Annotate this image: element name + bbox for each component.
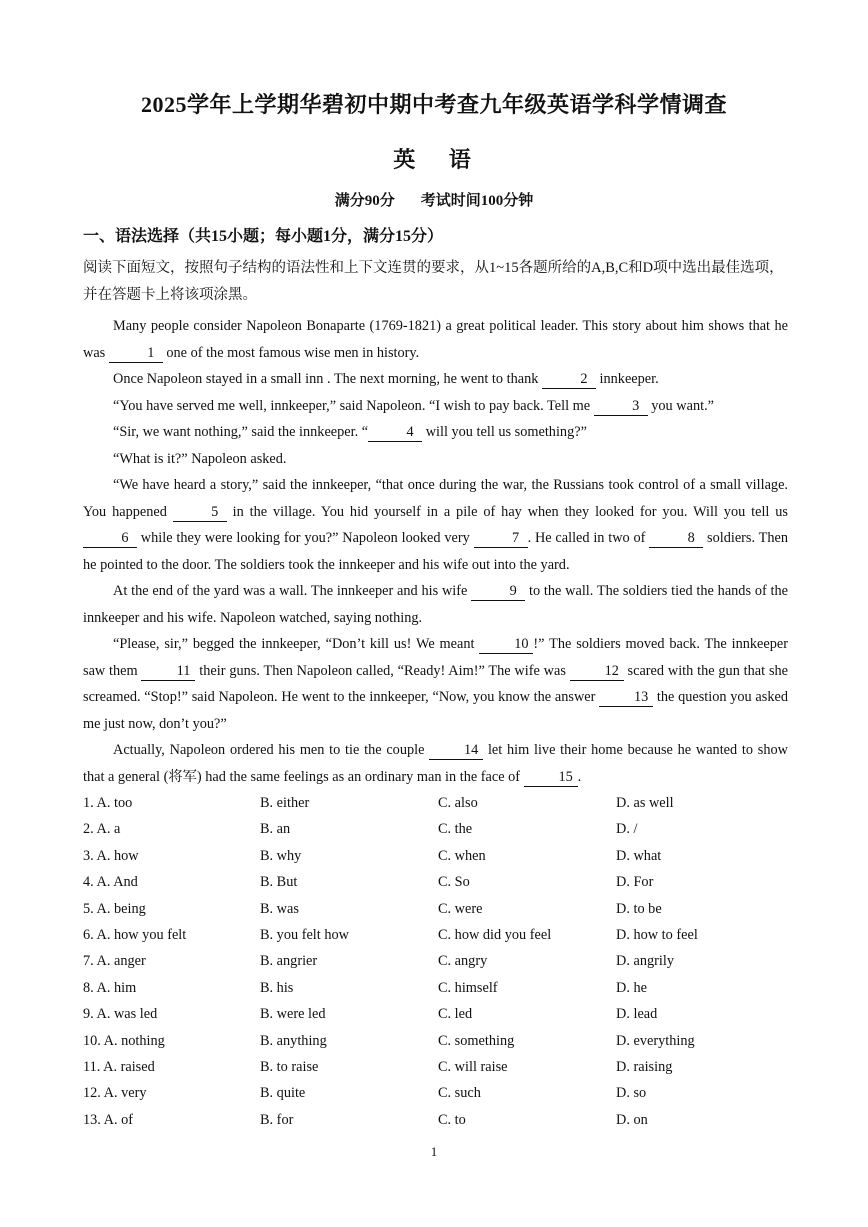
- passage-text: At the end of the yard was a wall. The innkeeper and his wife: [113, 583, 472, 599]
- option-c: C. how did you feel: [438, 926, 552, 943]
- passage-text: . He called in two of: [527, 530, 650, 546]
- option-row: [83, 1082, 788, 1108]
- exam-title: 2025学年上学期华碧初中期中考查九年级英语学科学情调查: [140, 92, 727, 117]
- option-b: B. to raise: [260, 1058, 319, 1075]
- passage-text: “Sir, we want nothing,” said the innkeeper. “: [113, 424, 369, 440]
- option-d: D. raising: [616, 1058, 673, 1075]
- option-c: C. were: [438, 900, 483, 917]
- passage-paragraph: [83, 446, 788, 473]
- option-row: [83, 845, 788, 871]
- passage-text: .: [577, 768, 582, 785]
- option-c: C. angry: [438, 953, 488, 970]
- option-b: B. either: [260, 795, 310, 811]
- option-d: D. how to feel: [616, 926, 698, 943]
- passage-text: “What is it?” Napoleon asked.: [113, 450, 287, 467]
- option-b: B. anything: [260, 1032, 327, 1049]
- passage-text: “You have served me well, innkeeper,” said Napoleon. “I wish to pay back. Tell me: [113, 397, 594, 414]
- passage-text: !” The soldiers moved back. The innkeeper saw them: [83, 636, 788, 679]
- option-d: D. to be: [616, 900, 662, 917]
- reading-passage: [83, 313, 788, 790]
- answer-blank: 1: [109, 345, 163, 363]
- answer-blank: 3: [594, 398, 648, 416]
- passage-text: while they were looking for you?” Napoleon looked very: [137, 530, 474, 546]
- answer-blank: 15: [524, 769, 578, 787]
- passage-paragraph: [83, 313, 788, 366]
- passage-paragraph: [83, 366, 788, 393]
- option-b: B. was: [260, 900, 299, 917]
- option-d: D. what: [616, 847, 662, 864]
- passage-text: Once Napoleon stayed in a small inn . The next morning, he went to thank: [113, 371, 542, 387]
- answer-blank: 6: [83, 530, 137, 548]
- option-c: C. will raise: [438, 1058, 508, 1075]
- passage-paragraph: [83, 737, 788, 790]
- option-a: 1. A. too: [83, 795, 133, 811]
- option-d: D. angrily: [616, 953, 674, 970]
- option-row: [83, 871, 788, 897]
- passage-paragraph: [83, 393, 788, 420]
- passage-text: to the wall. The soldiers tied the hands of the innkeeper and his wife. Napoleon watched, saying nothing.: [83, 583, 788, 626]
- option-d: D. For: [616, 874, 654, 891]
- passage-text: soldiers. Then he pointed to the door. The soldiers took the innkeeper and his wife out into the yard.: [83, 530, 788, 573]
- answer-blank: 11: [141, 663, 195, 681]
- option-a: 8. A. him: [83, 979, 137, 996]
- option-row: [83, 1056, 788, 1082]
- option-a: 13. A. of: [83, 1111, 134, 1128]
- full-score: 满分90分: [334, 193, 395, 209]
- passage-text: “We have heard a story,” said the innkeeper, “that once during the war, the Russians took control of a small village. You happened: [83, 477, 788, 520]
- option-a: 4. A. And: [83, 874, 138, 891]
- option-d: D. so: [616, 1085, 647, 1102]
- answer-blank: 8: [649, 530, 703, 548]
- page-number: 1: [430, 1144, 438, 1159]
- passage-text: Actually, Napoleon ordered his men to tie the couple: [113, 742, 430, 758]
- option-d: D. on: [616, 1111, 648, 1128]
- option-d: D. everything: [616, 1032, 695, 1049]
- passage-text: “Please, sir,” begged the innkeeper, “Don’t kill us! We meant: [113, 636, 480, 652]
- option-c: C. led: [438, 1006, 473, 1023]
- option-a: 11. A. raised: [83, 1058, 155, 1075]
- option-b: B. angrier: [260, 953, 318, 970]
- option-b: B. his: [260, 979, 294, 996]
- passage-text: you want.”: [647, 397, 714, 414]
- option-a: 12. A. very: [83, 1085, 147, 1102]
- option-row: [83, 818, 788, 844]
- option-b: B. But: [260, 874, 298, 891]
- option-a: 3. A. how: [83, 847, 139, 864]
- option-d: D. lead: [616, 1006, 658, 1023]
- answer-blank: 12: [570, 663, 624, 681]
- passage-text: one of the most famous wise men in history.: [162, 344, 420, 361]
- option-c: C. to: [438, 1111, 466, 1128]
- option-row: [83, 977, 788, 1003]
- exam-meta: [0, 189, 868, 210]
- passage-paragraph: [83, 578, 788, 631]
- option-b: B. you felt how: [260, 926, 349, 943]
- option-c: C. such: [438, 1085, 481, 1102]
- passage-text: scared with the gun that she screamed. “Stop!” said Napoleon. He went to the innkeeper, “Now, you know the answer: [83, 662, 788, 705]
- passage-text: let him live their home because he wanted to show that a general (将军) had the same feelings as an ordinary man in the face of: [83, 742, 788, 785]
- passage-text: the question you asked me just now, don’t you?”: [83, 689, 788, 732]
- option-d: D. he: [616, 979, 647, 996]
- option-b: B. quite: [260, 1085, 306, 1102]
- option-c: C. So: [438, 874, 470, 891]
- option-c: C. something: [438, 1032, 515, 1049]
- option-row: [83, 1109, 788, 1135]
- option-row: [83, 1003, 788, 1029]
- option-d: D. /: [616, 821, 638, 838]
- answer-blank: 13: [599, 689, 653, 707]
- subject-title: 英 语: [393, 147, 485, 172]
- option-a: 2. A. a: [83, 821, 121, 838]
- answer-blank: 9: [471, 583, 525, 601]
- option-c: C. the: [438, 821, 473, 838]
- answer-options: [83, 792, 788, 1135]
- option-a: 5. A. being: [83, 900, 146, 917]
- option-row: [83, 898, 788, 924]
- option-d: D. as well: [616, 795, 674, 811]
- option-row: [83, 1030, 788, 1056]
- option-c: C. himself: [438, 979, 498, 996]
- option-b: B. why: [260, 847, 302, 864]
- passage-paragraph: [83, 631, 788, 737]
- passage-text: innkeeper.: [595, 371, 659, 387]
- option-b: B. for: [260, 1111, 294, 1128]
- section-instructions: 阅读下面短文，按照句子结构的语法性和上下文连贯的要求，从1~15各题所给的A,B,C和D项中选出最佳选项，并在答题卡上将该项涂黑。: [83, 260, 784, 303]
- option-a: 10. A. nothing: [83, 1032, 165, 1049]
- option-a: 9. A. was led: [83, 1006, 158, 1023]
- exam-time: 考试时间100分钟: [420, 193, 534, 209]
- answer-blank: 14: [429, 742, 483, 760]
- answer-blank: 5: [173, 504, 227, 522]
- answer-blank: 2: [542, 371, 596, 389]
- option-row: [83, 792, 788, 818]
- option-b: B. were led: [260, 1006, 326, 1023]
- passage-text: their guns. Then Napoleon called, “Ready! Aim!” The wife was: [195, 662, 570, 679]
- passage-text: Many people consider Napoleon Bonaparte (1769-1821) a great political leader. This story about him shows that he was: [83, 318, 788, 361]
- answer-blank: 10: [479, 636, 533, 654]
- passage-text: in the village. You hid yourself in a pile of hay when they looked for you. Will you tell us: [226, 503, 788, 520]
- option-c: C. when: [438, 847, 486, 864]
- passage-paragraph: [83, 472, 788, 578]
- option-a: 6. A. how you felt: [83, 926, 187, 943]
- passage-paragraph: [83, 419, 788, 446]
- answer-blank: 4: [368, 424, 422, 442]
- passage-text: will you tell us something?”: [422, 424, 587, 440]
- option-c: C. also: [438, 795, 478, 811]
- option-a: 7. A. anger: [83, 953, 146, 970]
- section-heading: 一、语法选择（共15小题；每小题1分，满分15分）: [83, 228, 444, 245]
- option-row: [83, 950, 788, 976]
- option-b: B. an: [260, 821, 291, 838]
- option-row: [83, 924, 788, 950]
- answer-blank: 7: [474, 530, 528, 548]
